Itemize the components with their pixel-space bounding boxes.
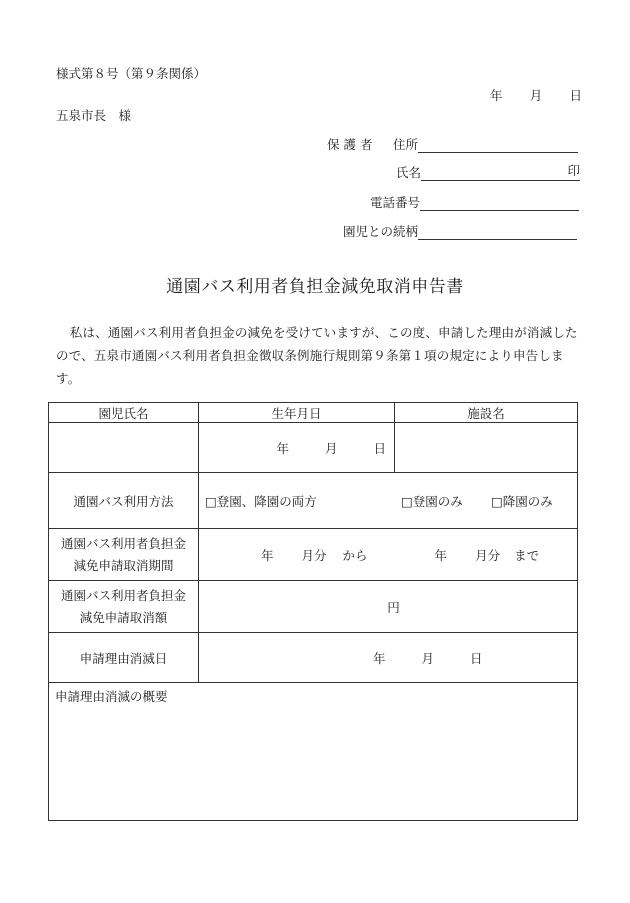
lapse-day-unit: 日 xyxy=(470,650,483,666)
phone-row xyxy=(370,193,579,211)
name-label: 氏名 xyxy=(396,165,422,180)
date-day-unit: 日 xyxy=(569,88,582,103)
name-field[interactable] xyxy=(421,164,580,181)
child-info-row xyxy=(49,423,578,473)
yen-unit: 円 xyxy=(387,599,400,615)
to-month-unit: 月分 xyxy=(475,547,501,563)
cancel-period-label-line1: 通園バス利用者負担金 xyxy=(60,535,186,551)
bus-method-options xyxy=(199,473,578,529)
cancel-period-row xyxy=(49,529,578,581)
address-field[interactable] xyxy=(418,136,578,153)
address-label: 住所 xyxy=(393,137,419,152)
cancel-amount-label-line1: 通園バス利用者負担金 xyxy=(60,587,186,603)
header-facility: 施設名 xyxy=(395,403,578,423)
relation-label: 園児との続柄 xyxy=(343,224,419,239)
lapse-date-value[interactable] xyxy=(199,633,578,683)
phone-label: 電話番号 xyxy=(370,195,421,210)
phone-field[interactable] xyxy=(420,194,579,211)
address-row xyxy=(393,135,578,153)
cancel-amount-value[interactable] xyxy=(199,581,578,633)
form-number: 様式第８号（第９条関係） xyxy=(56,66,207,81)
from-word: から xyxy=(342,547,368,563)
header-child-name: 園児氏名 xyxy=(49,403,199,423)
birth-day-unit: 日 xyxy=(373,440,386,456)
summary-cell[interactable] xyxy=(49,683,578,821)
child-name-cell[interactable] xyxy=(49,423,199,473)
name-row xyxy=(396,163,580,181)
relation-field[interactable] xyxy=(418,223,577,240)
bus-method-row xyxy=(49,473,578,529)
cancel-amount-row xyxy=(49,581,578,633)
cancel-period-value[interactable] xyxy=(199,529,578,581)
recipient: 五泉市長 様 xyxy=(56,108,132,123)
relation-row xyxy=(343,222,577,240)
to-word: まで xyxy=(514,547,540,563)
cancel-period-label-line2: 減免申請取消期間 xyxy=(73,557,174,573)
lapse-month-unit: 月 xyxy=(421,650,435,666)
from-year-unit: 年 xyxy=(261,547,274,563)
guardian-label: 保 護 者 xyxy=(327,137,373,152)
date-year-unit: 年 xyxy=(490,88,503,103)
summary-label: 申請理由消滅の概要 xyxy=(55,689,168,704)
declaration-text: 私は、通園バス利用者負担金の減免を受けていますが、この度、申請した理由が消滅したので、五泉市通園バス利用者負担金徴収条例施行規則第９条第１項の規定により申告します。 xyxy=(56,325,578,386)
seal-mark: 印 xyxy=(567,163,581,178)
facility-cell[interactable] xyxy=(395,423,578,473)
option-morning-only-checkbox[interactable]: □登園のみ xyxy=(401,493,463,509)
bus-method-label: 通園バス利用方法 xyxy=(49,473,199,529)
submission-date xyxy=(490,86,582,104)
option-both-checkbox[interactable]: □登園、降園の両方 xyxy=(205,493,317,509)
to-year-unit: 年 xyxy=(434,547,448,563)
lapse-date-label: 申請理由消滅日 xyxy=(49,633,199,683)
birth-month-unit: 月 xyxy=(324,440,338,456)
table-header-row xyxy=(49,403,578,423)
document-title: 通園バス利用者負担金減免取消申告書 xyxy=(166,277,464,297)
birth-date-cell[interactable] xyxy=(199,423,395,473)
date-month-unit: 月 xyxy=(529,88,543,103)
cancel-period-label xyxy=(49,529,199,581)
lapse-date-row xyxy=(49,633,578,683)
birth-year-unit: 年 xyxy=(276,440,289,456)
header-birth-date: 生年月日 xyxy=(199,403,395,423)
from-month-unit: 月分 xyxy=(301,547,327,563)
lapse-year-unit: 年 xyxy=(373,650,386,666)
cancel-amount-label xyxy=(49,581,199,633)
summary-row xyxy=(49,683,578,821)
cancel-amount-label-line2: 減免申請取消額 xyxy=(79,609,168,625)
application-table xyxy=(48,402,578,821)
option-afternoon-only-checkbox[interactable]: □降園のみ xyxy=(491,493,553,509)
